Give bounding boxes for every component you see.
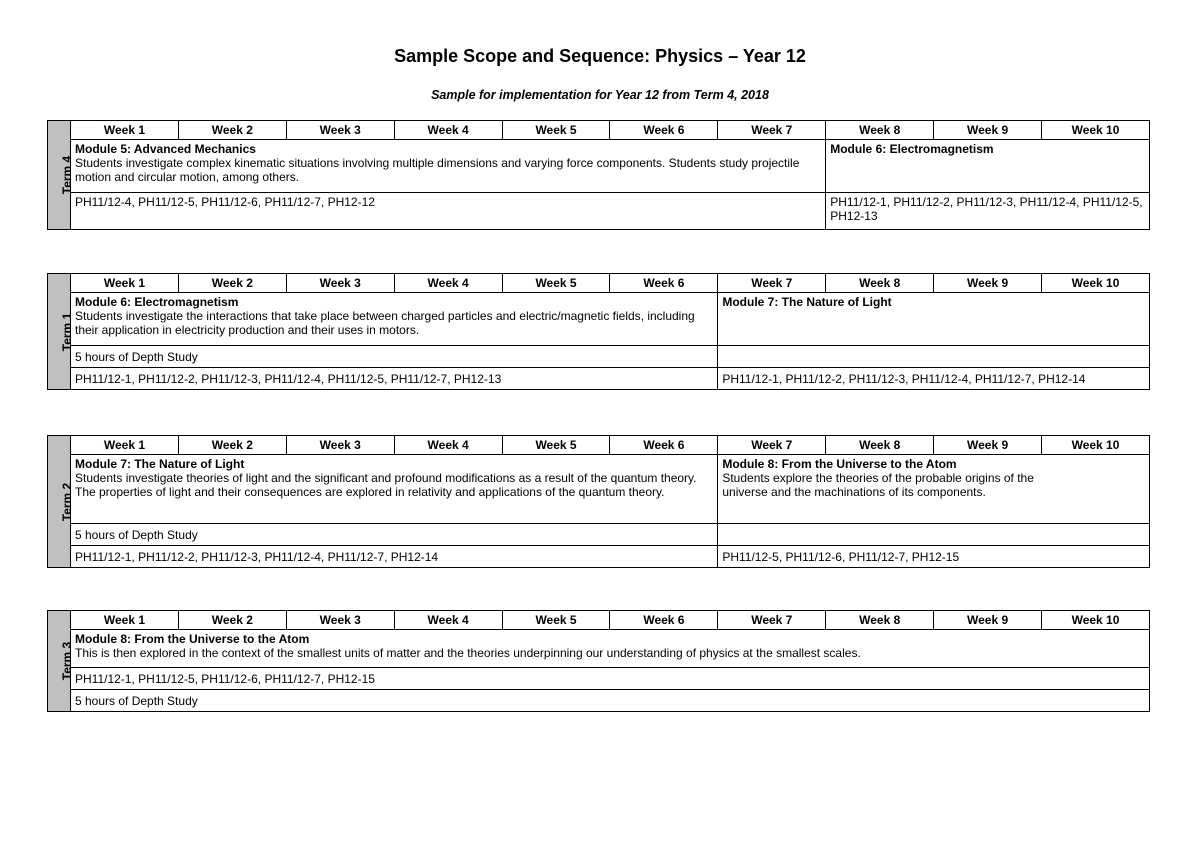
outcomes-row — [48, 193, 1150, 230]
week-header: Week 2 — [178, 611, 286, 630]
week-header: Week 10 — [1042, 121, 1150, 140]
week-header: Week 8 — [826, 274, 934, 293]
week-header: Week 5 — [502, 611, 610, 630]
term-label: Term 3 — [48, 611, 71, 712]
depth-study-row — [48, 346, 1150, 368]
term-3-table — [47, 610, 1150, 712]
week-header: Week 3 — [286, 436, 394, 455]
outcomes-cell: PH11/12-1, PH11/12-2, PH11/12-3, PH11/12-4, PH11/12-5, PH11/12-7, PH12-13 — [71, 368, 718, 390]
week-header: Week 5 — [502, 121, 610, 140]
week-header: Week 4 — [394, 121, 502, 140]
module-title: Module 6: Electromagnetism — [75, 295, 239, 309]
depth-study-row — [48, 524, 1150, 546]
week-header: Week 4 — [394, 611, 502, 630]
page-subtitle: Sample for implementation for Year 12 from Term 4, 2018 — [431, 88, 769, 102]
week-header: Week 9 — [934, 611, 1042, 630]
week-header: Week 2 — [178, 436, 286, 455]
module-title: Module 8: From the Universe to the Atom — [75, 632, 310, 646]
week-header: Week 10 — [1042, 436, 1150, 455]
term-label: Term 4 — [48, 121, 71, 230]
module-cell — [718, 293, 1150, 346]
outcomes-cell: PH11/12-1, PH11/12-2, PH11/12-3, PH11/12-4, PH11/12-5, PH12-13 — [826, 193, 1150, 230]
page-title: Sample Scope and Sequence: Physics – Year 12 — [394, 46, 806, 66]
week-header: Week 3 — [286, 611, 394, 630]
week-header: Week 7 — [718, 274, 826, 293]
week-header: Week 10 — [1042, 274, 1150, 293]
outcomes-cell: PH11/12-1, PH11/12-5, PH11/12-6, PH11/12-7, PH12-15 — [71, 668, 1150, 690]
term-1-table — [47, 273, 1150, 390]
week-header: Week 2 — [178, 121, 286, 140]
depth-study-cell: 5 hours of Depth Study — [71, 346, 718, 368]
week-header: Week 2 — [178, 274, 286, 293]
module-cell — [71, 293, 718, 346]
depth-study-row — [48, 690, 1150, 712]
week-header: Week 8 — [826, 436, 934, 455]
module-description: Students investigate the interactions that take place between charged particles and electric/magnetic fields, including their application in electricity production and their uses in motors. — [75, 309, 695, 337]
depth-study-cell — [718, 524, 1150, 546]
outcomes-cell: PH11/12-1, PH11/12-2, PH11/12-3, PH11/12-4, PH11/12-7, PH12-14 — [718, 368, 1150, 390]
depth-study-cell: 5 hours of Depth Study — [71, 690, 1150, 712]
module-title: Module 7: The Nature of Light — [722, 295, 892, 309]
module-title: Module 5: Advanced Mechanics — [75, 142, 256, 156]
module-cell — [826, 140, 1150, 193]
week-header: Week 1 — [71, 121, 179, 140]
outcomes-row — [48, 668, 1150, 690]
module-description: Students explore the theories of the probable origins of the universe and the machinations of its components. — [722, 471, 1034, 499]
week-header: Week 6 — [610, 121, 718, 140]
module-cell — [71, 140, 826, 193]
outcomes-cell: PH11/12-4, PH11/12-5, PH11/12-6, PH11/12-7, PH12-12 — [71, 193, 826, 230]
module-description: This is then explored in the context of the smallest units of matter and the theories underpinning our understanding of physics at the smallest scales. — [75, 646, 861, 660]
week-header: Week 7 — [718, 436, 826, 455]
week-header: Week 9 — [934, 274, 1042, 293]
week-header: Week 3 — [286, 121, 394, 140]
week-header: Week 1 — [71, 611, 179, 630]
outcomes-cell: PH11/12-5, PH11/12-6, PH11/12-7, PH12-15 — [718, 546, 1150, 568]
week-header: Week 4 — [394, 274, 502, 293]
module-cell — [71, 455, 718, 524]
outcomes-row — [48, 368, 1150, 390]
module-row — [48, 630, 1150, 668]
week-header: Week 1 — [71, 274, 179, 293]
depth-study-cell: 5 hours of Depth Study — [71, 524, 718, 546]
module-title: Module 7: The Nature of Light — [75, 457, 245, 471]
week-header-row — [48, 611, 1150, 630]
week-header: Week 8 — [826, 121, 934, 140]
week-header: Week 8 — [826, 611, 934, 630]
week-header: Week 4 — [394, 436, 502, 455]
term-4-table — [47, 120, 1150, 230]
week-header-row — [48, 436, 1150, 455]
week-header: Week 10 — [1042, 611, 1150, 630]
week-header: Week 9 — [934, 121, 1042, 140]
week-header: Week 5 — [502, 274, 610, 293]
module-title: Module 8: From the Universe to the Atom — [722, 457, 957, 471]
depth-study-cell — [718, 346, 1150, 368]
term-label: Term 1 — [48, 274, 71, 390]
week-header: Week 6 — [610, 436, 718, 455]
module-cell — [718, 455, 1150, 524]
outcomes-cell: PH11/12-1, PH11/12-2, PH11/12-3, PH11/12-4, PH11/12-7, PH12-14 — [71, 546, 718, 568]
module-row — [48, 140, 1150, 193]
week-header: Week 3 — [286, 274, 394, 293]
week-header: Week 7 — [718, 611, 826, 630]
week-header: Week 9 — [934, 436, 1042, 455]
week-header: Week 7 — [718, 121, 826, 140]
week-header: Week 6 — [610, 274, 718, 293]
term-2-table — [47, 435, 1150, 568]
week-header-row — [48, 121, 1150, 140]
module-description: Students investigate complex kinematic situations involving multiple dimensions and varying force components. Students study projectile motion and circular motion, among others. — [75, 156, 800, 184]
module-row — [48, 455, 1150, 524]
week-header: Week 1 — [71, 436, 179, 455]
week-header: Week 5 — [502, 436, 610, 455]
module-title: Module 6: Electromagnetism — [830, 142, 994, 156]
module-description: Students investigate theories of light and the significant and profound modifications as a result of the quantum theory. The properties of light and their consequences are explored in relativity and applications of the quantum theory. — [75, 471, 697, 499]
module-cell — [71, 630, 1150, 668]
week-header: Week 6 — [610, 611, 718, 630]
module-row — [48, 293, 1150, 346]
week-header-row — [48, 274, 1150, 293]
term-label: Term 2 — [48, 436, 71, 568]
outcomes-row — [48, 546, 1150, 568]
